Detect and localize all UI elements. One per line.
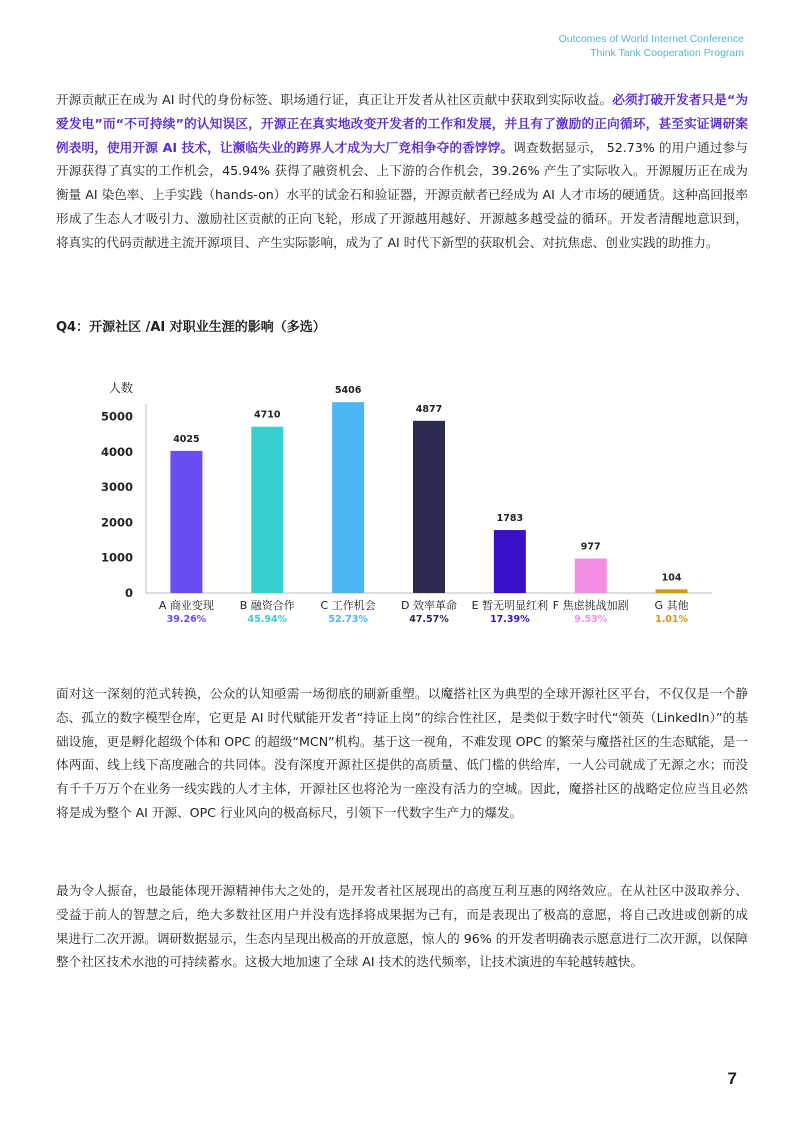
y-tick-label: 2000	[100, 515, 133, 530]
x-category-label: E 暂无明显红利	[471, 599, 549, 612]
x-percentage-label: 17.39%	[490, 614, 530, 625]
y-tick-label: 3000	[100, 480, 133, 495]
y-tick-label: 5000	[100, 409, 133, 424]
chart-question-title: Q4：开源社区 /AI 对职业生涯的影响（多选）	[56, 320, 326, 335]
x-category-label: D 效率革命	[401, 599, 457, 612]
x-percentage-label: 52.73%	[328, 614, 368, 625]
x-percentage-label: 1.01%	[655, 614, 689, 625]
para1-intro: 开源贡献正在成为 AI 时代的身份标签、职场通行证，真正让开发者从社区贡献中获取到实际收益。	[56, 92, 613, 107]
running-header	[559, 32, 744, 60]
para1-highlight: 必须打破开发者只是“为爱发电”而“不可持续”的认知误区，开源正在真实地改变开发者的工作和发展，并且有了激励的正向循环，甚至实证调研案例表明，使用开源 AI 技术，让濒临失业的跨界人才成为大厂竞相争夺的香饽饽。	[56, 92, 748, 155]
bar	[575, 559, 607, 593]
page-number: 7	[727, 1069, 737, 1088]
header-line-1: Outcomes of World Internet Conference	[558, 33, 744, 45]
bar-value-label: 104	[661, 572, 682, 584]
header-line-2: Think Tank Cooperation Program	[590, 47, 744, 59]
bar-chart	[0, 360, 794, 700]
bar	[494, 530, 526, 593]
bar-value-label: 5406	[334, 385, 362, 397]
paragraph-community-role: 面对这一深刻的范式转换，公众的认知亟需一场彻底的刷新重塑。以魔搭社区为典型的全球开源社区平台，不仅仅是一个静态、孤立的数字模型仓库，它更是 AI 时代赋能开发者“持证上岗”的综合性社区，是类似于数字时代“领英（LinkedIn）”的基础设施，更是孵化超级个体和 OPC 的超级“MCN”机构。基于这一视角，不难发现 OPC 的繁荣与魔搭社区的生态赋能，是一体两面、线上线下高度融合的共同体。没有深度开源社区提供的高质量、低门槛的供给库，一人公司就成了无源之水；而没有千千万万个在业务一线实践的人才主体，开源社区也将沦为一座没有活力的空城。因此，魔搭社区的战略定位应当且必然将是成为整个 AI 开源、OPC 行业风向的极高标尺，引领下一代数字生产力的爆发。	[56, 686, 748, 820]
x-category-label: F 焦虑挑战加剧	[552, 599, 629, 612]
x-category-label: B 融资合作	[239, 599, 295, 612]
bar-value-label: 1783	[496, 513, 524, 525]
bar	[656, 589, 688, 593]
para1-rest: 调查数据显示， 52.73% 的用户通过参与开源获得了真实的工作机会，45.94% 获得了融资机会、上下游的合作机会，39.26% 产生了实际收入。开源履历正在成为衡量 AI 染色率、上手实践（hands-on）水平的试金石和验证器，开源贡献者已经成为 AI 人才市场的硬通货。这种高回报率形成了生态人才吸引力、激励社区贡献的正向飞轮，形成了开源越用越好、开源越多越受益的循环。开发者清醒地意识到，将真实的代码贡献进主流开源项目、产生实际影响，成为了 AI 时代下新型的获取机会、对抗焦虑、创业实践的助推力。	[56, 139, 749, 250]
bar-value-label: 4025	[173, 433, 200, 445]
bar	[170, 451, 202, 593]
x-category-label: A 商业变现	[158, 599, 214, 612]
bar-value-label: 4877	[415, 403, 443, 415]
y-tick-label: 4000	[100, 444, 133, 459]
bar	[413, 421, 445, 593]
y-axis-label: 人数	[108, 381, 134, 395]
x-percentage-label: 39.26%	[166, 614, 207, 625]
x-category-label: C 工作机会	[320, 599, 376, 612]
x-percentage-label: 45.94%	[247, 614, 288, 625]
bar	[332, 402, 364, 593]
x-category-label: G 其他	[654, 599, 689, 612]
y-tick-label: 1000	[100, 550, 133, 565]
paragraph-career-benefits	[56, 88, 748, 255]
paragraph-network-effect: 最为令人振奋，也最能体现开源精神伟大之处的，是开发者社区展现出的高度互利互惠的网络效应。在从社区中汲取养分、受益于前人的智慧之后，绝大多数社区用户并没有选择将成果据为己有，而是表现出了极高的意愿，将自己改进或创新的成果进行二次开源。调研数据显示，生态内呈现出极高的开放意愿，惊人的 96% 的开发者明确表示愿意进行二次开源，以保障整个社区技术水池的可持续蓄水。这极大地加速了全球 AI 技术的迭代频率，让技术演进的车轮越转越快。	[56, 883, 748, 970]
bar-value-label: 4710	[254, 409, 281, 421]
x-percentage-label: 9.53%	[574, 614, 608, 625]
y-tick-label: 0	[124, 586, 133, 600]
bar-value-label: 977	[580, 541, 601, 553]
bar	[251, 427, 283, 593]
x-percentage-label: 47.57%	[409, 614, 449, 625]
